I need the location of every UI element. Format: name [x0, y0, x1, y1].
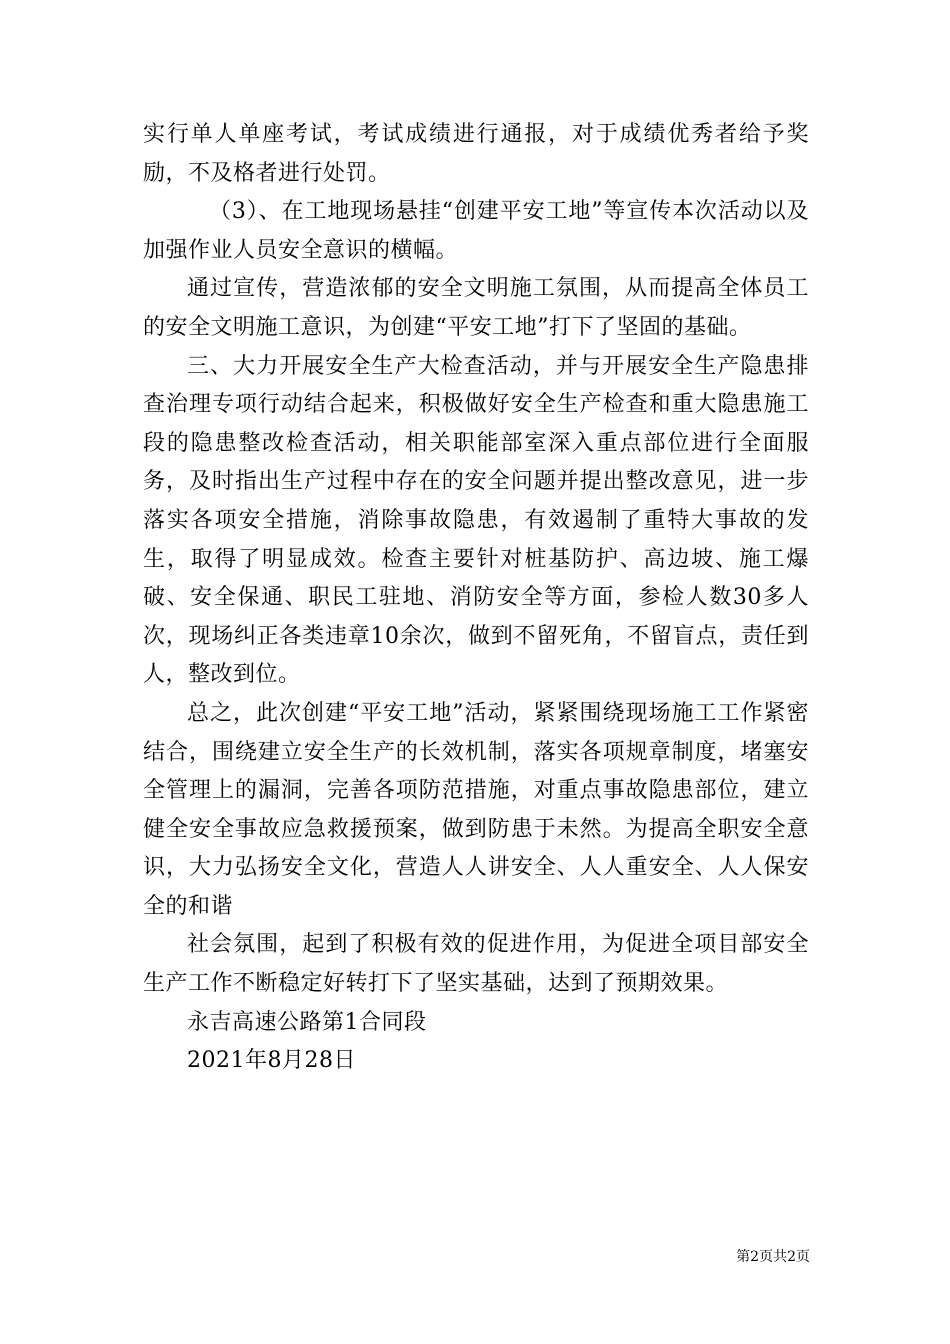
paragraph-atmosphere: 社会氛围，起到了积极有效的促进作用，为促进全项目部安全生产工作不断稳定好转打下了坚实基础，达到了预期效果。 — [143, 932, 809, 997]
paragraph-publicity: 通过宣传，营造浓郁的安全文明施工氛围，从而提高全体员工的安全文明施工意识，为创建“平安工地”打下了坚固的基础。 — [143, 276, 809, 340]
document-body — [143, 116, 809, 1081]
paragraph-inspection: 三、大力开展安全生产大检查活动，并与开展安全生产隐患排查治理专项行动结合起来，积极做好安全生产检查和重大隐患施工段的隐患整改检查活动，相关职能部室深入重点部位进行全面服务，及时指出生产过程中存在的安全问题并提出整改意见，进一步落实各项安全措施，消除事故隐患，有效遏制了重特大事故的发生，取得了明显成效。检查主要针对桩基防护、高边坡、施工爆破、安全保通、职民工驻地、消防安全等方面，参检人数30多人次，现场纠正各类违章10余次，做到不留死角，不留盲点，责任到人，整改到位。 — [143, 353, 809, 688]
signature-organization: 永吉高速公路第1合同段 — [187, 1009, 427, 1035]
paragraph-exam: 实行单人单座考试，考试成绩进行通报，对于成绩优秀者给予奖励，不及格者进行处罚。 — [143, 122, 809, 186]
paragraph-summary: 总之，此次创建“平安工地”活动，紧紧围绕现场施工工作紧密结合，围绕建立安全生产的长效机制，落实各项规章制度，堵塞安全管理上的漏洞，完善各项防范措施，对重点事故隐患部位，建立健全安全事故应急救援预案，做到防患于未然。为提高全职安全意识，大力弘扬安全文化，营造人人讲安全、人人重安全、人人保安全的和谐 — [143, 700, 809, 919]
paragraph-banner: （3）、在工地现场悬挂“创建平安工地”等宣传本次活动以及加强作业人员安全意识的横幅。 — [143, 199, 809, 263]
signature-date: 2021年8月28日 — [187, 1048, 356, 1074]
page-number-footer: 第2页共2页 — [736, 1249, 810, 1265]
